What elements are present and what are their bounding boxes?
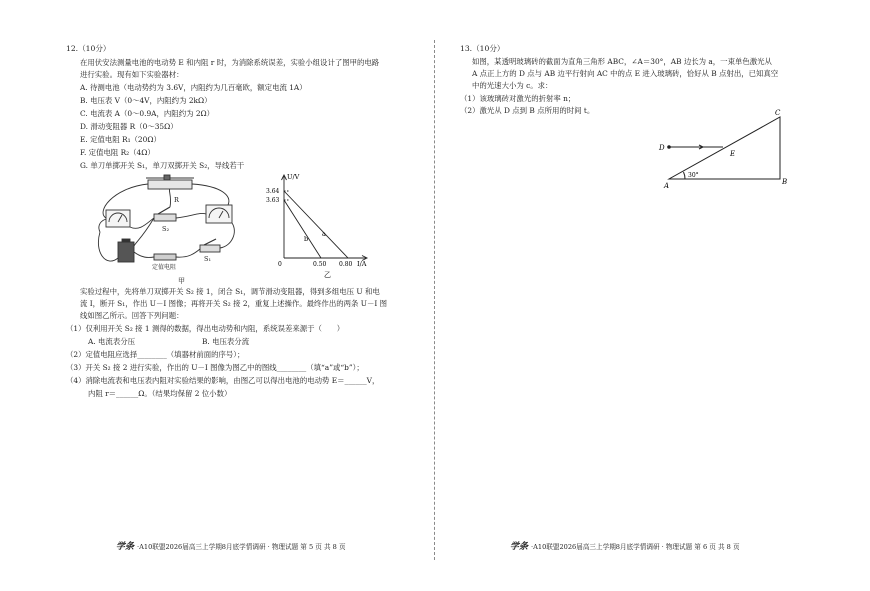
x-tick-1: 0.50	[313, 261, 327, 268]
q12-intro-line1: 在用伏安法测量电池的电动势 E 和内阻 r 时，为消除系统误差，实验小组设计了图甲的电路	[80, 58, 380, 67]
q12-header: 12.（10分）	[66, 44, 111, 53]
switch-s2	[154, 214, 176, 221]
angle-label: 30°	[688, 172, 699, 179]
label-e: E	[730, 150, 736, 158]
sub-question-4-line1: （4）消除电流表和电压表内阻对实验结果的影响，由图乙可以得出电池的电动势 E＝______V，	[66, 376, 380, 385]
sub-question-2: （2）定值电阻应选择________（填器材前面的序号）；	[66, 350, 245, 359]
angle-arc	[684, 172, 686, 179]
triangle-figure	[655, 106, 795, 190]
label-a: A	[664, 182, 670, 190]
line-b-label: b	[304, 235, 309, 243]
q13-sub-question-2: （2）激光从 D 点到 B 点所用的时间 t。	[460, 106, 595, 115]
equipment-item-c: C. 电流表 A（0～0.9A，内阻约为 2Ω）	[80, 109, 215, 118]
ui-graph	[264, 170, 376, 280]
battery	[118, 242, 134, 262]
sub-question-3: （3）开关 S₂ 接 2 进行实验，作出的 U－I 图像为图乙中的图线________（填“a”或“b”）；	[66, 363, 364, 372]
label-s2: S₂	[162, 225, 170, 233]
footer-text: ·A10联盟2026届高三上学期8月底学情调研 · 物理试题 第 5 页 共 8 页	[137, 542, 346, 551]
process-line1: 实验过程中，先将单刀双掷开关 S₂ 接 1，闭合 S₁，调节滑动变阻器，得到多组电压 U 和电	[80, 287, 380, 296]
fixed-resistor	[154, 254, 176, 260]
q13-text-line3: 中的光速大小为 c。求：	[472, 81, 553, 90]
footer-left	[116, 539, 346, 552]
equipment-item-b: B. 电压表 V（0～4V，内阻约为 2kΩ）	[80, 96, 212, 105]
footer-logo: 学条	[510, 542, 529, 552]
point-d	[667, 145, 671, 149]
label-r: R	[174, 196, 179, 204]
q13-header: 13.（10分）	[460, 44, 505, 53]
process-line2: 流 I，断开 S₁，作出 U－I 图像；再将开关 S₂ 接 2，重复上述操作。最终作出的两条 U－I 图	[80, 299, 388, 308]
sub-question-1-option-a: A. 电流表分压	[88, 337, 135, 346]
label-fixed-resistor: 定值电阻	[152, 264, 177, 271]
x-axis-label: I/A	[357, 260, 367, 268]
origin-label: 0	[278, 261, 282, 268]
rheostat-body	[148, 180, 192, 189]
equipment-item-a: A. 待测电池（电动势约为 3.6V，内阻约为几百毫欧，额定电流 1A）	[80, 83, 307, 92]
q13-text-line2: A 点正上方的 D 点与 AB 边平行射向 AC 中的点 E 进入玻璃砖，恰好从 B 点射出，已知真空	[472, 69, 779, 78]
label-s1: S₁	[204, 255, 212, 263]
y-tick-1: 3.64	[266, 188, 280, 195]
label-d: D	[659, 144, 665, 152]
sub-question-4-line2: 内阻 r＝______Ω。（结果均保留 2 位小数）	[88, 389, 232, 398]
footer-logo: 学条	[116, 542, 135, 552]
sub-question-1: （1）仅利用开关 S₂ 接 1 测得的数据，得出电动势和内阻，系统误差来源于（ ）	[66, 324, 345, 333]
y-tick-2: 3.63	[266, 197, 280, 204]
q13-text-line1: 如图，某透明玻璃砖的截面为直角三角形 ABC，∠A＝30°，AB 边长为 a，一束单色激光从	[472, 57, 772, 66]
equipment-item-f: F. 定值电阻 R₂（4Ω）	[80, 148, 155, 157]
circuit-figure	[92, 172, 272, 284]
triangle-abc	[669, 117, 780, 179]
caption-jia: 甲	[178, 277, 185, 284]
x-tick-2: 0.80	[339, 261, 353, 268]
label-c: C	[775, 109, 781, 117]
footer-right	[510, 539, 740, 552]
process-line3: 线如图乙所示。回答下列问题：	[80, 311, 184, 320]
equipment-item-d: D. 滑动变阻器 R（0～35Ω）	[80, 122, 178, 131]
y-axis-label: U/V	[287, 173, 300, 181]
q12-intro-line2: 进行实验。现有如下实验器材：	[80, 70, 184, 79]
line-a-label: a	[322, 230, 326, 238]
equipment-item-e: E. 定值电阻 R₁（20Ω）	[80, 135, 161, 144]
label-b: B	[782, 178, 788, 186]
sub-question-1-option-b: B. 电压表分流	[202, 337, 250, 346]
caption-yi: 乙	[324, 271, 331, 279]
line-b	[284, 200, 321, 258]
line-a	[284, 191, 348, 258]
switch-s1	[200, 245, 220, 252]
rheostat-slider	[164, 175, 170, 180]
right-page	[435, 0, 870, 591]
footer-text: ·A10联盟2026届高三上学期8月底学情调研 · 物理试题 第 6 页 共 8 页	[531, 542, 740, 551]
q13-sub-question-1: （1）该玻璃砖对激光的折射率 n；	[460, 94, 576, 103]
equipment-item-g: G. 单刀单掷开关 S₁，单刀双掷开关 S₂，导线若干	[80, 161, 245, 170]
